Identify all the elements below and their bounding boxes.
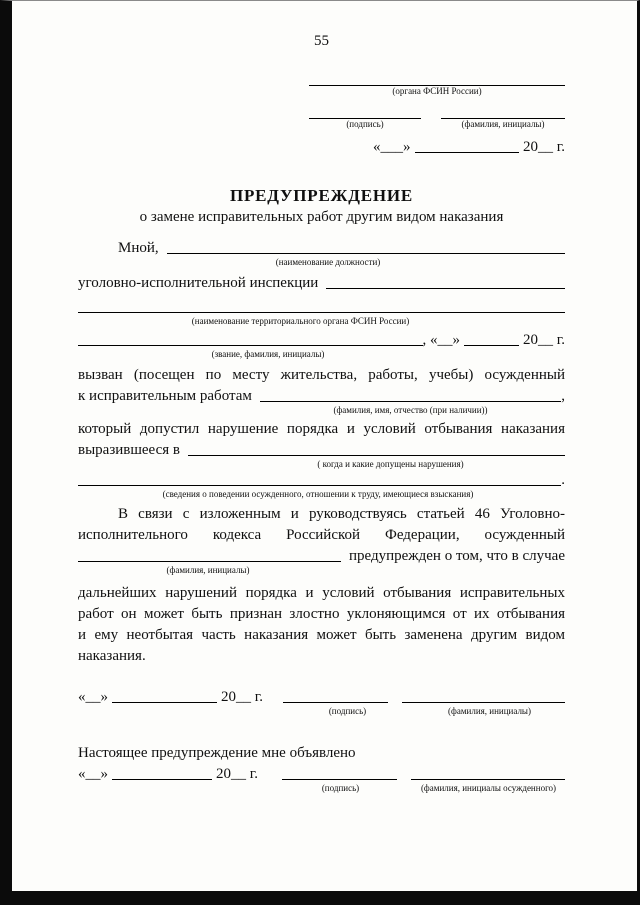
behavior-info-blank-line (78, 485, 561, 486)
consequences-line1: дальнейших нарушений порядка и условий отбывания исправительных (78, 585, 565, 601)
violation-details-blank-line (188, 455, 565, 456)
sig1-date-blank-line (112, 702, 217, 703)
convict-signature-captions (78, 783, 565, 794)
rank-name-caption-row (78, 349, 565, 360)
inspector-signature-captions (78, 706, 565, 717)
field-territorial-org-row (78, 299, 565, 316)
statute-text-line1: В связи с изложенным и руководствуясь статьей 46 Уголовно- (118, 506, 565, 522)
consequences-line2: работ он может быть признан злостно уклоняющимся от их отбывания (78, 606, 565, 622)
convict-name-caption: (фамилия, имя, отчество (при наличии)) (333, 405, 488, 415)
signature-caption: (подпись) (346, 119, 384, 129)
trailing-comma: , (561, 388, 565, 404)
convict-signature-row (78, 766, 565, 783)
date-open-quote: «___» (373, 139, 411, 155)
field-convict-name-row (78, 388, 565, 405)
name-caption: (фамилия, инициалы) (461, 119, 545, 129)
summoned-text: вызван (посещен по месту жительства, работы, учебы) осужденный (78, 367, 565, 383)
sig1-date-open-quote: «__» (78, 689, 108, 705)
correctional-works-label: к исправительным работам (78, 388, 252, 404)
sig2-name-blank-line (411, 779, 565, 780)
behavior-info-caption-row (78, 489, 565, 500)
trailing-period: . (561, 472, 565, 488)
violation-details-caption-row (78, 459, 565, 470)
approval-header-block (309, 72, 565, 156)
official-position-blank-line (167, 253, 565, 254)
warned-name-caption: (фамилия, инициалы) (166, 565, 250, 575)
spacer (78, 706, 295, 717)
convict-name-blank-line (260, 401, 561, 402)
document-title: ПРЕДУПРЕЖДЕНИЕ (229, 186, 414, 205)
violation-text: который допустил нарушение порядка и условий отбывания наказания (78, 421, 565, 437)
sig1-name-blank-line (402, 702, 565, 703)
sig2-date-blank-line (112, 779, 212, 780)
territorial-org-caption-row (78, 316, 565, 327)
inspector-signature-row (78, 689, 565, 706)
date-year: 20__ г. (523, 139, 565, 155)
warned-name-caption-row (78, 565, 565, 576)
org-name-line (309, 72, 565, 86)
sig1-name-caption: (фамилия, инициалы) (448, 706, 531, 716)
official-position-caption: (наименование должности) (275, 257, 381, 267)
field-behavior-info-row (78, 472, 565, 489)
consequences-line3: и ему неотбытая часть наказания может быть заменена другим видом (78, 627, 565, 643)
page-number: 55 (314, 33, 329, 49)
field-inspection-row (78, 275, 565, 292)
date-year: 20__ г. (523, 332, 565, 348)
rank-name-caption: (звание, фамилия, инициалы) (211, 349, 325, 359)
territorial-org-blank-line (78, 312, 565, 313)
date-blank-line (415, 152, 520, 153)
header-signature-lines (309, 105, 565, 119)
statute-text-line2: исполнительного кодекса Российской Федерации, осужденный (78, 527, 565, 543)
violation-details-caption: ( когда и какие допущены нарушения) (317, 459, 464, 469)
date-open-quote: , «__» (422, 332, 461, 348)
warned-text: предупрежден о том, что в случае (348, 548, 565, 564)
sig2-signature-caption: (подпись) (321, 783, 360, 793)
inspection-blank-line (326, 288, 565, 289)
announcement-text: Настоящее предупреждение мне объявлено (78, 745, 356, 761)
convict-name-caption-row (78, 405, 565, 416)
behavior-info-caption: (сведения о поведении осужденного, отношении к труду, имеющиеся взыскания) (162, 489, 474, 499)
by-me-label: Мной, (118, 240, 159, 256)
expressed-in-label: выразившееся в (78, 442, 180, 458)
sig1-signature-caption: (подпись) (328, 706, 367, 716)
sig2-name-caption: (фамилия, инициалы осужденного) (420, 783, 557, 793)
inspection-label: уголовно-исполнительной инспекции (78, 275, 319, 291)
sig1-date-year: 20__ г. (221, 689, 263, 705)
document-subtitle: о замене исправительных работ другим видом наказания (139, 209, 504, 225)
org-name-caption: (органа ФСИН России) (392, 86, 482, 96)
sig2-date-open-quote: «__» (78, 766, 108, 782)
spacer (400, 706, 414, 717)
header-captions (309, 119, 565, 130)
warned-name-blank-line (78, 561, 341, 562)
name-line (441, 105, 565, 119)
official-caption-row (78, 257, 565, 268)
consequences-paragraph (78, 583, 565, 667)
territorial-org-caption: (наименование территориального органа ФСИН России) (191, 316, 410, 326)
sig2-date-year: 20__ г. (216, 766, 258, 782)
spacer (78, 783, 283, 794)
field-rank-name-date-row (78, 332, 565, 349)
rank-name-blank-line (78, 345, 423, 346)
sig2-signature-blank-line (282, 779, 397, 780)
field-warned-name-row (78, 548, 565, 565)
consequences-line4: наказания. (78, 648, 146, 664)
form-content (78, 33, 565, 794)
field-official-row (78, 240, 565, 257)
date-blank-line (464, 345, 519, 346)
header-date-row (309, 139, 565, 156)
spacer (398, 783, 412, 794)
field-violation-details-row (78, 442, 565, 459)
signature-line (309, 105, 421, 119)
sig1-signature-blank-line (283, 702, 388, 703)
